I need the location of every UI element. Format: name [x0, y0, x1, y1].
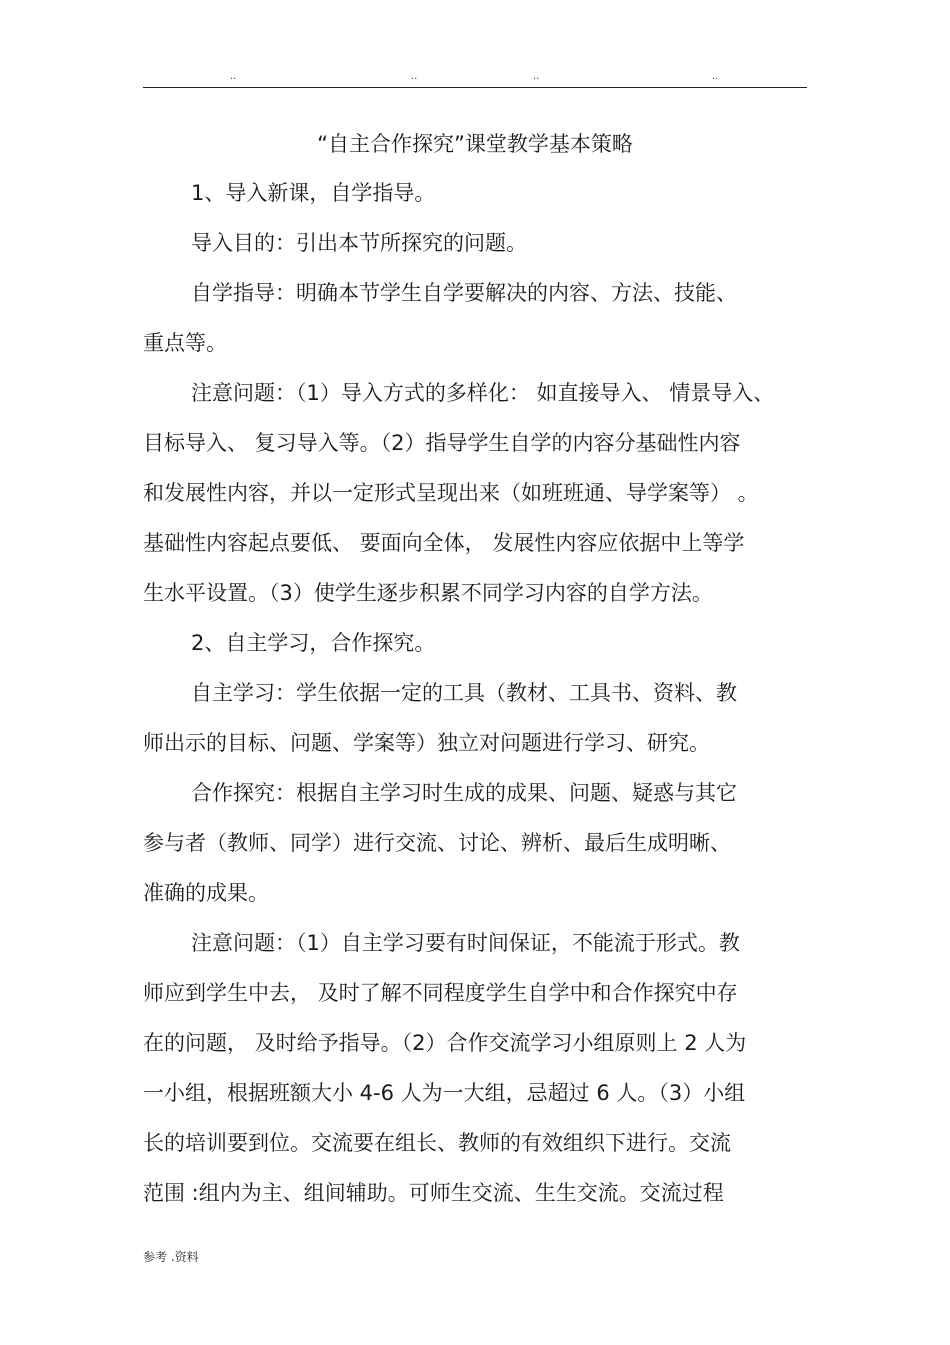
header-mark: .. [230, 71, 237, 82]
text-line: 师出示的目标、问题、学案等）独立对问题进行学习、研究。 [143, 731, 710, 755]
text-line: 范围 :组内为主、组间辅助。可师生交流、生生交流。交流过程 [143, 1181, 724, 1205]
text-line: 注意问题：（1）自主学习要有时间保证，不能流于形式。教 [191, 931, 740, 955]
page-footer: 参考 .资料 [143, 1250, 199, 1264]
text-line: 导入目的：引出本节所探究的问题。 [191, 231, 527, 255]
text-line: 和发展性内容，并以一定形式呈现出来（如班班通、导学案等） 。 [143, 481, 759, 505]
text-line: 准确的成果。 [143, 881, 269, 905]
text-line: 长的培训要到位。交流要在组长、教师的有效组织下进行。交流 [143, 1131, 731, 1155]
text-line: 一小组，根据班额大小 4-6 人为一大组，忌超过 6 人。（3）小组 [143, 1081, 746, 1105]
text-line: 目标导入、 复习导入等。（2）指导学生自学的内容分基础性内容 [143, 431, 741, 455]
text-line: 师应到学生中去， 及时了解不同程度学生自学中和合作探究中存 [143, 981, 738, 1005]
text-line: 自主学习：学生依据一定的工具（教材、工具书、资料、教 [191, 681, 737, 705]
text-line: 自学指导：明确本节学生自学要解决的内容、方法、技能、 [191, 281, 737, 305]
header-mark: .. [533, 71, 540, 82]
text-line: 合作探究：根据自主学习时生成的成果、问题、疑惑与其它 [191, 781, 737, 805]
text-line: 基础性内容起点要低、 要面向全体， 发展性内容应依据中上等学 [143, 531, 745, 555]
text-line: 在的问题， 及时给予指导。（2）合作交流学习小组原则上 2 人为 [143, 1031, 747, 1055]
text-line: 注意问题：（1）导入方式的多样化： 如直接导入、 情景导入、 [191, 381, 775, 405]
header-mark: .. [712, 71, 719, 82]
text-line: 重点等。 [143, 331, 227, 355]
text-line: 2、自主学习，合作探究。 [191, 631, 436, 655]
header-rule [143, 87, 807, 88]
document-title: “自主合作探究”课堂教学基本策略 [317, 132, 633, 156]
header-mark: .. [411, 71, 418, 82]
text-line: 生水平设置。（3）使学生逐步积累不同学习内容的自学方法。 [143, 581, 713, 605]
text-line: 参与者（教师、同学）进行交流、讨论、辨析、最后生成明晰、 [143, 831, 731, 855]
text-line: 1、导入新课，自学指导。 [191, 181, 436, 205]
